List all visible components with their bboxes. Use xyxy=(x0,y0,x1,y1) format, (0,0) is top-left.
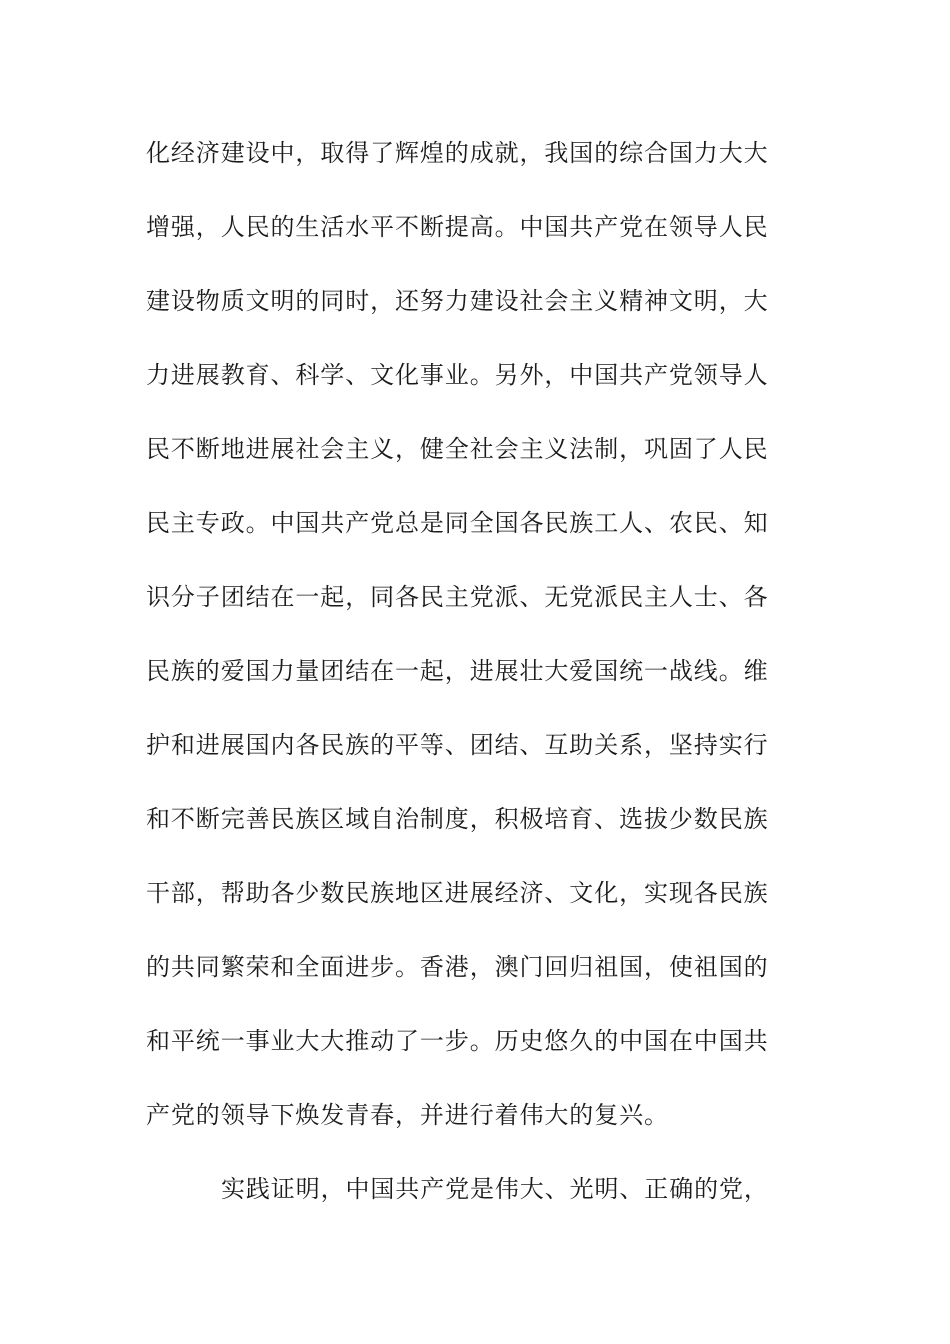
text-line: 的共同繁荣和全面进步。香港，澳门回归祖国，使祖国的 xyxy=(146,953,769,981)
text-line: 识分子团结在一起，同各民主党派、无党派民主人士、各 xyxy=(146,583,769,611)
text-line: 和不断完善民族区域自治制度，积极培育、选拔少数民族 xyxy=(146,805,769,833)
text-line: 化经济建设中，取得了辉煌的成就，我国的综合国力大大 xyxy=(146,139,769,167)
text-line: 护和进展国内各民族的平等、团结、互助关系，坚持实行 xyxy=(146,731,769,759)
text-line: 干部，帮助各少数民族地区进展经济、文化，实现各民族 xyxy=(146,879,769,907)
text-line: 民不断地进展社会主义，健全社会主义法制，巩固了人民 xyxy=(146,435,769,463)
text-line: 和平统一事业大大推动了一步。历史悠久的中国在中国共 xyxy=(146,1027,769,1055)
text-line: 增强，人民的生活水平不断提高。中国共产党在领导人民 xyxy=(146,213,769,241)
text-line: 力进展教育、科学、文化事业。另外，中国共产党领导人 xyxy=(146,361,769,389)
text-line: 民族的爱国力量团结在一起，进展壮大爱国统一战线。维 xyxy=(146,657,769,685)
text-line: 产党的领导下焕发青春，并进行着伟大的复兴。 xyxy=(146,1101,669,1129)
text-line: 建设物质文明的同时，还努力建设社会主义精神文明，大 xyxy=(146,287,769,315)
text-line: 民主专政。中国共产党总是同全国各民族工人、农民、知 xyxy=(146,509,769,537)
body-text xyxy=(146,131,786,1241)
paragraph-start-line: 实践证明，中国共产党是伟大、光明、正确的党， xyxy=(221,1175,769,1203)
